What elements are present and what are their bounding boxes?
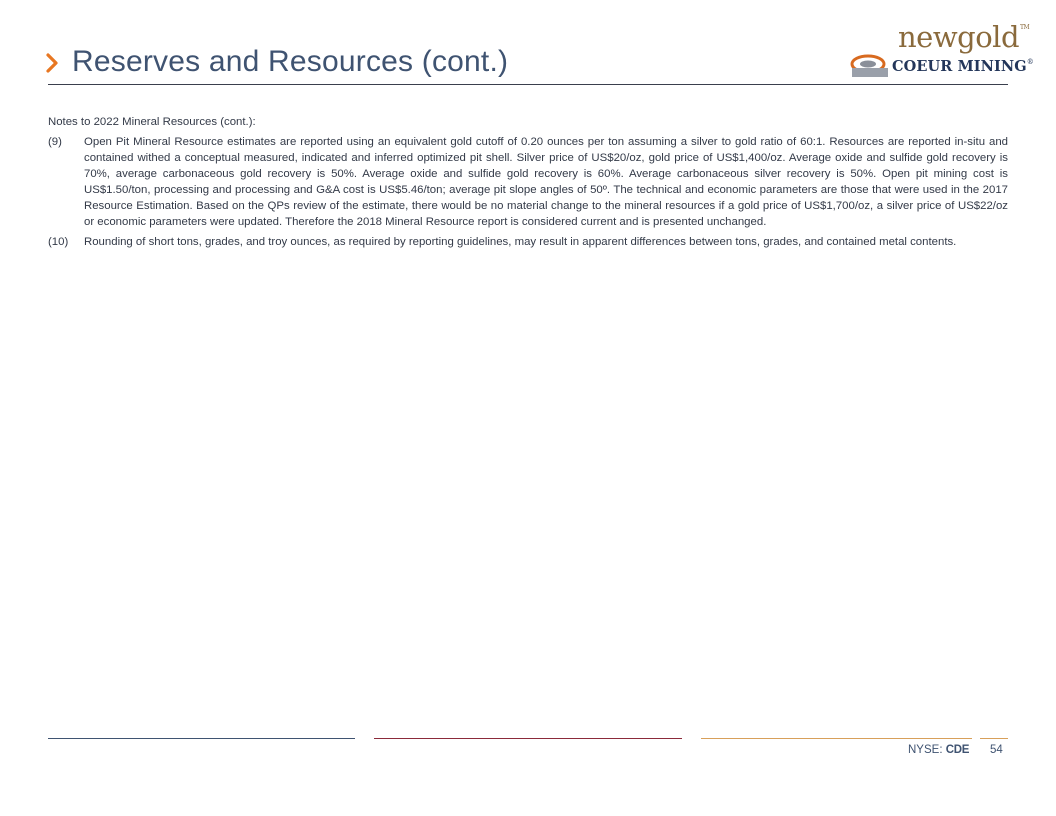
ticker-symbol: CDE [945,744,970,756]
exchange-label: NYSE: [908,744,943,756]
notes-section [48,114,1008,254]
note-text: Open Pit Mineral Resource estimates are reported using an equivalent gold cutoff of 0.20 ounces per ton assuming a silver to gold ratio of 60:1. Resources are reported in-situ and contained withed a conceptual measured, indicated and inferred optimized pit shell. Silver price of US$20/oz, gold price of US$1,400/oz. Average oxide and sulfide gold recovery is 70%, average carbonaceous gold recovery is 50%. Average oxide and sulfide gold recovery is 60%. Average carbonaceous silver recovery is 50%. Open pit mining cost is US$1.50/ton, processing and processing and G&A cost is US$5.46/ton; average pit slope angles of 50º. The technical and economic parameters are those that were used in the 2017 Resource Estimation. Based on the QPs review of the estimate, there would be no material change to the mineral resources if a gold price of US$1,700/oz, a silver price of US$22/oz or economic parameters were updated. Therefore the 2018 Mineral Resource report is considered current and is presented unchanged. [84,136,1008,228]
page-title: Reserves and Resources (cont.) [72,45,509,78]
footer-line-red [374,738,682,739]
note-item [48,234,1008,250]
coeur-mining-logo [850,53,1034,79]
note-text: Rounding of short tons, grades, and troy ounces, as required by reporting guidelines, may result in apparent differences between tons, grades, and contained metal contents. [84,236,957,248]
newgold-logo-text: newgold [898,20,1020,54]
title-divider [48,84,1008,85]
ticker-label [908,744,969,756]
coeur-logo-mark-icon [850,53,890,79]
notes-heading: Notes to 2022 Mineral Resources (cont.): [48,116,256,128]
footer-line-blue [48,738,355,739]
note-number: (10) [48,236,69,248]
registered-mark: ® [1026,58,1034,66]
note-item [48,134,1008,230]
coeur-logo-text: COEUR MINING [892,58,1027,75]
newgold-logo [898,20,1028,54]
trademark-mark: TM [1020,24,1030,31]
chevron-right-icon [44,50,62,76]
note-number: (9) [48,136,62,148]
page-number: 54 [990,744,1003,756]
footer-line-gold [701,738,972,739]
footer-line-gold-short [980,738,1008,739]
